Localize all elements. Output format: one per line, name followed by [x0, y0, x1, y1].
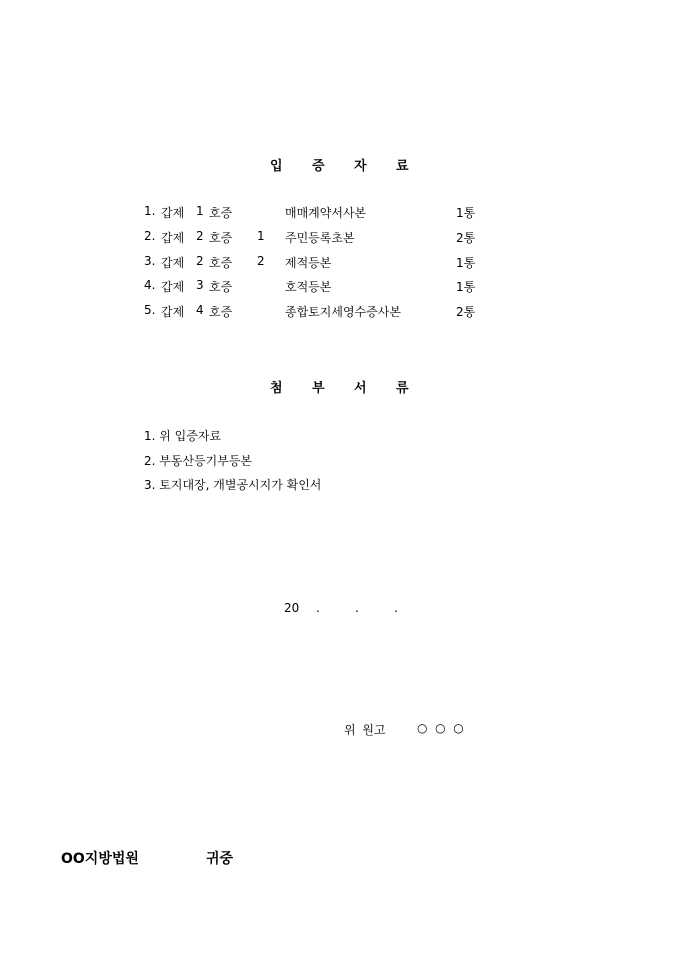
court-name: OO지방법원: [61, 851, 139, 867]
date-separator: .: [316, 601, 320, 615]
attachments-heading-char: 부: [312, 381, 325, 396]
row-party: 갑제: [161, 231, 185, 245]
evidence-row: [0, 254, 680, 272]
evidence-heading: [0, 155, 680, 173]
row-exhibit-number: 2: [196, 254, 204, 268]
attachments-heading-char: 류: [396, 381, 409, 396]
court-suffix: 귀중: [206, 851, 234, 867]
attachments-heading-char: 서: [354, 381, 367, 396]
row-number: 5.: [144, 303, 156, 317]
row-quantity: 1통: [456, 206, 476, 220]
attachment-item: 1. 위 입증자료: [144, 429, 222, 443]
date-year: 20: [284, 601, 300, 615]
evidence-row: [0, 303, 680, 321]
row-number: 3.: [144, 254, 156, 268]
row-exhibit-number: 4: [196, 303, 204, 317]
row-exhibit-label: 호증: [209, 206, 233, 220]
row-exhibit-label: 호증: [209, 280, 233, 294]
evidence-row: [0, 278, 680, 296]
row-document: 제적등본: [285, 256, 332, 270]
row-number: 4.: [144, 278, 156, 292]
row-document: 호적등본: [285, 280, 332, 294]
evidence-row: [0, 229, 680, 247]
plaintiff-label: 위 원고: [344, 723, 386, 737]
row-quantity: 2통: [456, 231, 476, 245]
attachment-item: 3. 토지대장, 개별공시지가 확인서: [144, 478, 322, 492]
row-document: 주민등록초본: [285, 231, 355, 245]
plaintiff-name: ○ ○ ○: [417, 721, 464, 735]
row-document: 종합토지세영수증사본: [285, 305, 401, 319]
row-exhibit-number: 1: [196, 204, 204, 218]
attachments-heading: [0, 377, 680, 395]
row-quantity: 2통: [456, 305, 476, 319]
date-separator: .: [394, 601, 398, 615]
row-sub-number: 1: [257, 229, 265, 243]
row-document: 매매계약서사본: [285, 206, 367, 220]
row-number: 2.: [144, 229, 156, 243]
row-exhibit-number: 2: [196, 229, 204, 243]
row-exhibit-label: 호증: [209, 256, 233, 270]
date-separator: .: [355, 601, 359, 615]
row-number: 1.: [144, 204, 156, 218]
evidence-heading-char: 입: [270, 159, 283, 174]
row-party: 갑제: [161, 305, 185, 319]
row-exhibit-label: 호증: [209, 305, 233, 319]
evidence-heading-char: 증: [312, 159, 325, 174]
attachment-item: 2. 부동산등기부등본: [144, 454, 253, 468]
row-party: 갑제: [161, 206, 185, 220]
row-party: 갑제: [161, 256, 185, 270]
evidence-row: [0, 204, 680, 222]
row-exhibit-label: 호증: [209, 231, 233, 245]
evidence-heading-char: 자: [354, 159, 367, 174]
row-quantity: 1통: [456, 256, 476, 270]
attachments-heading-char: 첨: [270, 381, 283, 396]
row-exhibit-number: 3: [196, 278, 204, 292]
row-quantity: 1통: [456, 280, 476, 294]
evidence-heading-char: 료: [396, 159, 409, 174]
row-sub-number: 2: [257, 254, 265, 268]
row-party: 갑제: [161, 280, 185, 294]
